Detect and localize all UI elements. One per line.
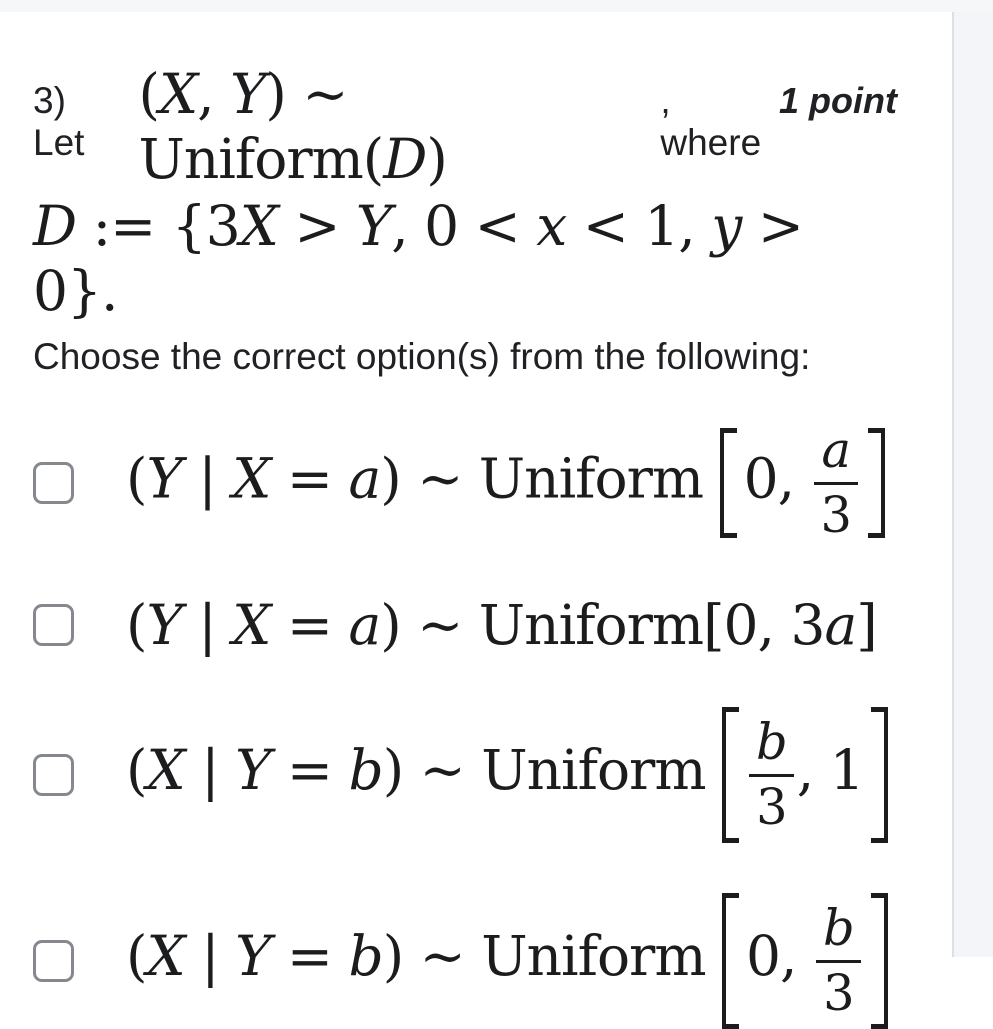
question-number-prefix: 3) Let — [33, 80, 85, 163]
question-where-text: , where — [660, 80, 762, 163]
left-bracket — [720, 428, 737, 538]
option-row-3[interactable] — [33, 707, 897, 843]
points-badge: 1 point — [779, 80, 897, 121]
right-bracket — [868, 428, 885, 538]
question-title-line — [33, 62, 897, 192]
option-checkbox[interactable] — [33, 462, 74, 504]
option-expression: (Y | X = a) ∼ Uniform[0, 3a] — [126, 592, 877, 657]
option-checkbox[interactable] — [33, 604, 74, 646]
option-expression: (X | Y = b) ∼ Uniform $\frac{b}{3}$ , 1 — [126, 707, 888, 843]
right-bracket — [871, 893, 888, 1029]
left-bracket — [722, 707, 739, 843]
question-card — [0, 12, 952, 1023]
fraction: $\frac{b}{3}$ — [749, 716, 794, 835]
option-row-2[interactable] — [33, 593, 897, 658]
fraction: $\frac{b}{3}$ — [816, 902, 861, 1021]
option-row-1[interactable] — [33, 420, 897, 545]
left-bracket — [722, 893, 739, 1029]
option-row-4[interactable] — [33, 893, 897, 1029]
right-gutter — [952, 12, 993, 957]
fraction: $\frac{a}{3}$ — [814, 424, 859, 543]
question-instruction: Choose the correct option(s) from the following: — [33, 335, 811, 377]
top-strip — [0, 0, 993, 12]
option-expression: (Y | X = a) ∼ Uniform 0, $\frac{a}{3}$ — [126, 424, 885, 543]
question-domain-expression: D := {3X > Y, 0 < x < 1, y > 0}. — [33, 193, 803, 323]
option-expression: (X | Y = b) ∼ Uniform 0, $\frac{b}{3}$ — [126, 893, 888, 1029]
options-list — [33, 420, 897, 1029]
option-checkbox[interactable] — [33, 940, 74, 982]
question-distribution-expression: (X, Y) ∼ Uniform(D) — [138, 62, 447, 191]
option-checkbox[interactable] — [33, 754, 74, 796]
right-bracket — [871, 707, 888, 843]
